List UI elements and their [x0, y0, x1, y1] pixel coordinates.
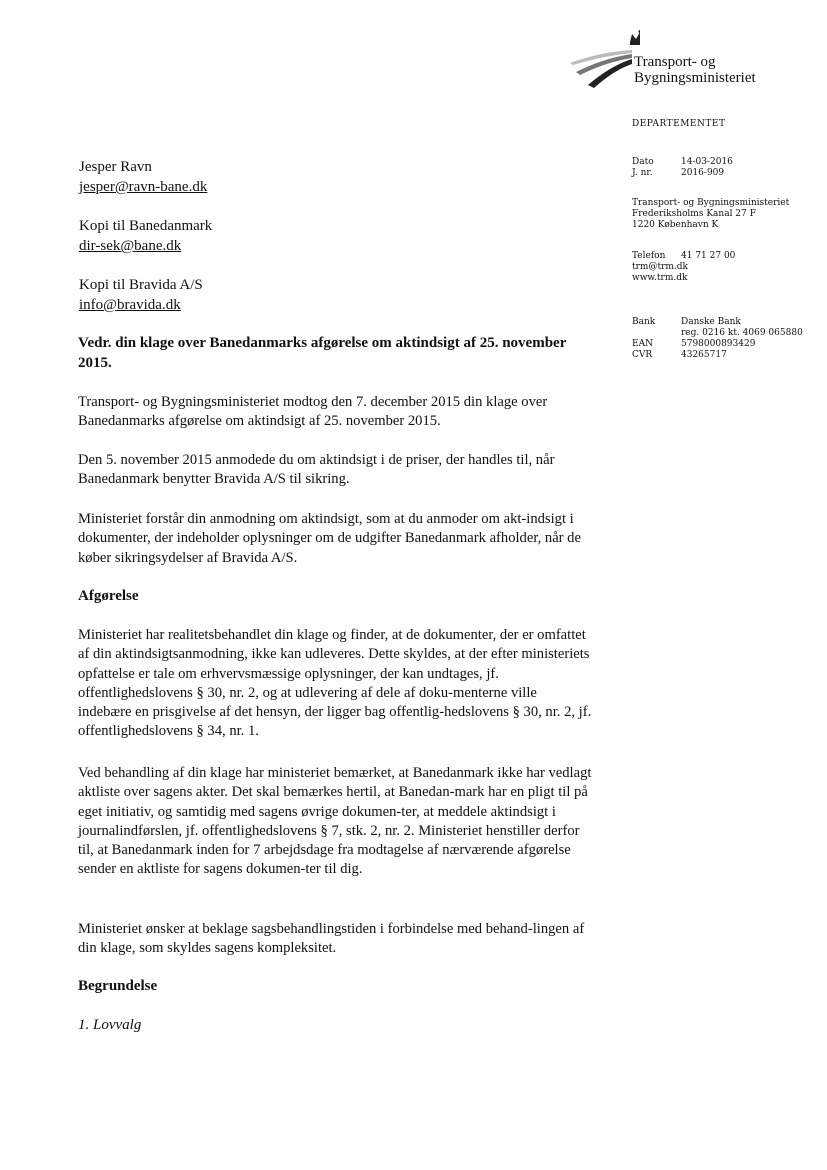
recipient-name: Kopi til Banedanmark	[79, 218, 213, 234]
recipient-block	[79, 216, 212, 256]
ean-label: EAN	[632, 339, 653, 349]
email-value: trm@trm.dk	[632, 262, 688, 272]
paragraph: Ministeriet har realitetsbehandlet din klage og finder, at de dokumenter, der er omfattet af din aktindsigtsanmodning, ikke kan udleveres. Dette skyldes, at der efter ministeriets opfattelse er tale om erhvervsmæssige oplysninger, der kan undtages, jf. offentlighedslovens § 30, nr. 2, og at udlevering af dele af doku-menterne ville indebære en prisgivelse af det hensyn, der ligger bag offentlig-hedslovens § 30, nr. 2, jf. offentlighedslovens § 34, nr. 1.	[78, 627, 592, 740]
subheading-lovvalg: 1. Lovvalg	[78, 1017, 142, 1033]
web-value: www.trm.dk	[632, 273, 688, 283]
bank-label: Bank	[632, 317, 656, 327]
recipient-block	[79, 157, 207, 197]
logo-line-2: Bygningsministeriet	[634, 70, 756, 86]
paragraph: Ministeriet ønsker at beklage sagsbehandlingstiden i forbindelse med behand-lingen af din klage, som skyldes sagens kompleksitet.	[78, 921, 585, 957]
address-line: Frederiksholms Kanal 27 F	[632, 209, 756, 219]
cvr-value: 43265717	[681, 350, 727, 360]
heading-reason: Begrundelse	[78, 978, 158, 994]
paragraph: Den 5. november 2015 anmodede du om aktindsigt i de priser, der handles til, når Banedanmark benytter Bravida A/S til sikring.	[78, 452, 555, 488]
recipient-block	[79, 275, 203, 315]
address-block	[632, 198, 789, 231]
date-value: 14-03-2016	[681, 157, 733, 167]
ean-value: 5798000893429	[681, 339, 756, 349]
paragraph: Transport- og Bygningsministeriet modtog den 7. december 2015 din klage over Banedanmarks afgørelse om aktindsigt af 25. november 2015.	[78, 394, 548, 430]
subject-line: Vedr. din klage over Banedanmarks afgørelse om aktindsigt af 25. november 2015.	[78, 335, 567, 371]
ministry-logo	[570, 30, 820, 100]
paragraph: Ved behandling af din klage har ministeriet bemærket, at Banedanmark ikke har vedlagt aktliste over sagens akter. Det skal bemærkes hertil, at Banedan-mark har en pligt til på eget initiativ, og samtidig med sagens øvrige dokumen-ter, at meddele aktindsigt i journalindførslen, jf. offentlighedslovens § 7, stk. 2, nr. 2. Ministeriet henstiller derfor til, at Banedanmark inden for 7 arbejdsdage fra modtagelse af nærværende afgørelse sender en aktliste for sagens dokumen-ter til dig.	[78, 765, 592, 878]
recipient-email[interactable]: dir-sek@bane.dk	[79, 238, 182, 254]
address-line: 1220 København K	[632, 220, 719, 230]
department-label: DEPARTEMENTET	[632, 119, 726, 129]
phone-label: Telefon	[632, 251, 666, 261]
logo-line-1: Transport- og	[634, 54, 716, 70]
bank-block	[632, 317, 803, 361]
cvr-label: CVR	[632, 350, 653, 360]
heading-decision: Afgørelse	[78, 588, 139, 604]
date-jnr-block	[632, 157, 733, 179]
recipient-email[interactable]: jesper@ravn-bane.dk	[79, 179, 208, 195]
contact-block	[632, 251, 735, 284]
jnr-value: 2016-909	[681, 168, 725, 178]
date-label: Dato	[632, 157, 654, 167]
phone-value: 41 71 27 00	[681, 251, 736, 261]
recipient-email[interactable]: info@bravida.dk	[79, 297, 181, 313]
recipient-name: Kopi til Bravida A/S	[79, 277, 203, 293]
crown-icon	[630, 30, 640, 45]
bank-value: Danske Bank	[681, 317, 741, 327]
reg-value: reg. 0216 kt. 4069 065880	[681, 328, 803, 338]
recipient-name: Jesper Ravn	[79, 159, 152, 175]
address-line: Transport- og Bygningsministeriet	[632, 198, 790, 208]
jnr-label: J. nr.	[632, 168, 653, 178]
road-swoosh-icon	[570, 30, 640, 100]
paragraph: Ministeriet forstår din anmodning om aktindsigt, som at du anmoder om akt-indsigt i dokumenter, der indeholder oplysninger om de udgifter Banedanmark afholder, når de køber sikringsydelser af Bravida A/S.	[78, 511, 581, 566]
